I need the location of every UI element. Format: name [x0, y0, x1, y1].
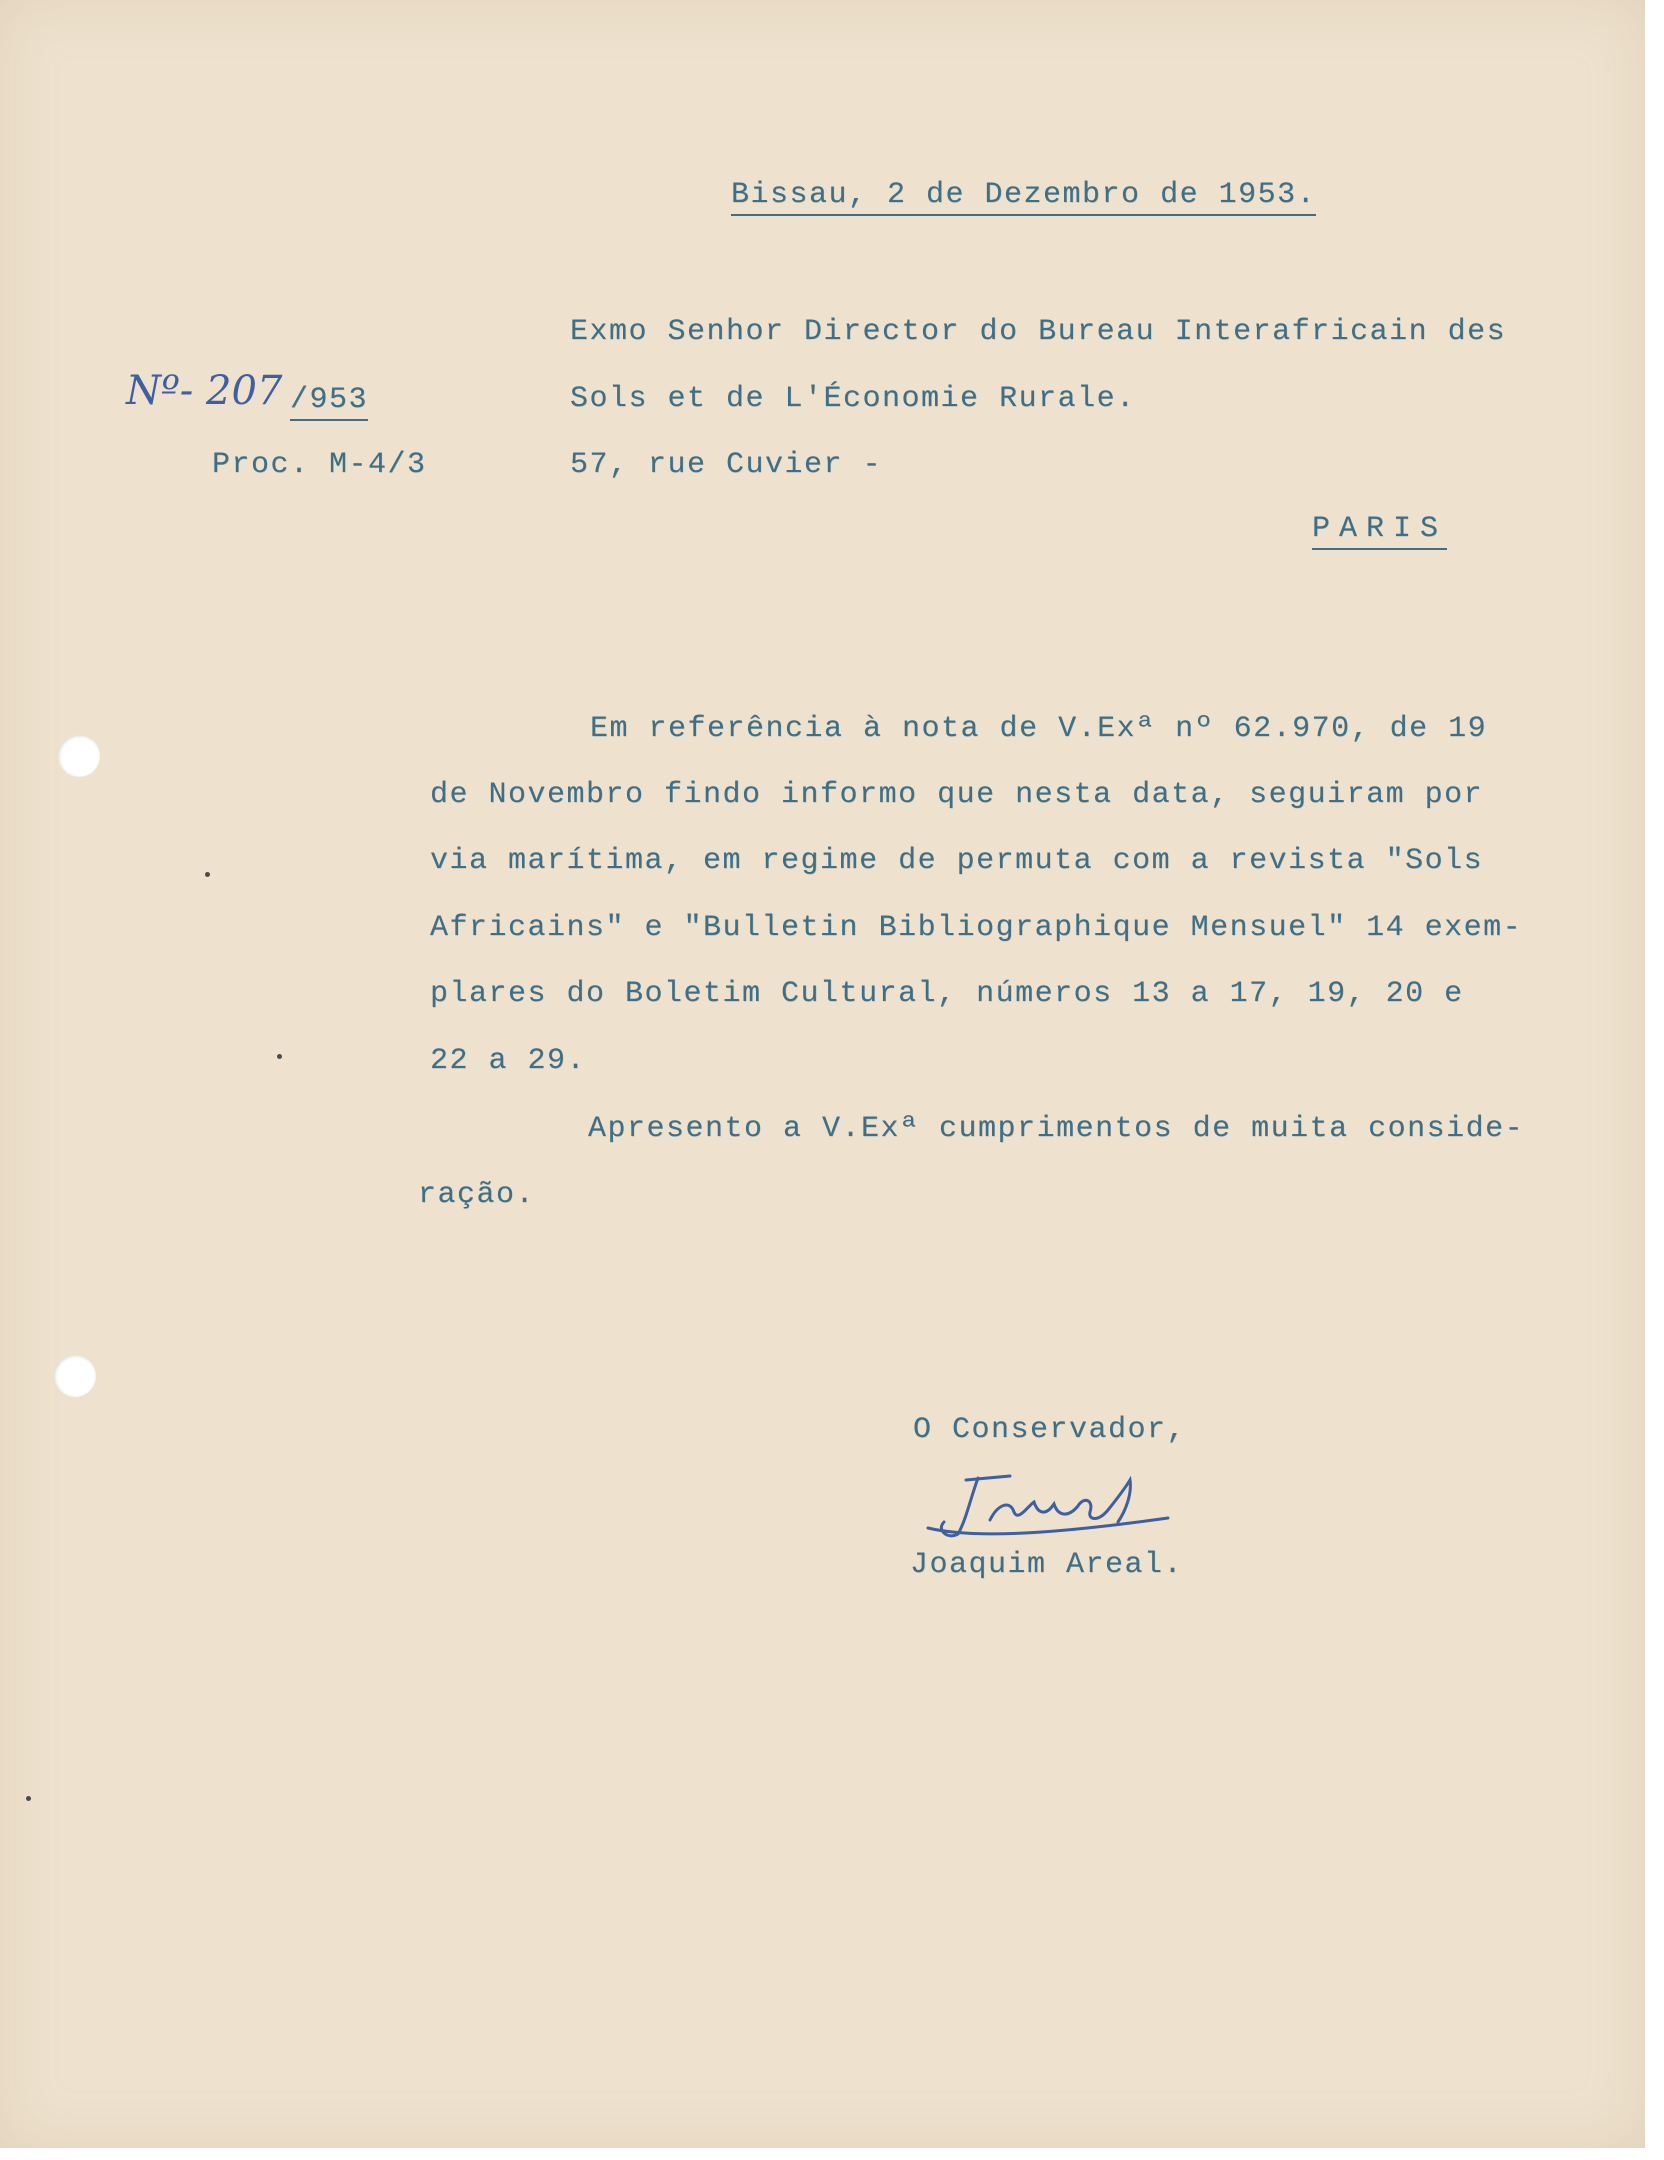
recipient-line-2: Sols et de L'Économie Rurale.: [570, 382, 1136, 416]
closing-phrase: O Conservador,: [913, 1413, 1187, 1447]
paper-speck: [26, 1796, 31, 1801]
paper-speck: [277, 1054, 282, 1059]
body-line-2: de Novembro findo informo que nesta data, seguiram por: [430, 778, 1484, 812]
punch-hole-top: [58, 735, 100, 777]
page-bottom-edge: [0, 2148, 1664, 2160]
city-text: PARIS: [1312, 512, 1447, 550]
process-reference: Proc. M-4/3: [212, 448, 427, 482]
page-edge: [1645, 0, 1664, 2160]
body-line-6: 22 a 29.: [430, 1044, 587, 1078]
recipient-line-1: Exmo Senhor Director do Bureau Interafricain des: [570, 315, 1507, 349]
recipient-line-3: 57, rue Cuvier -: [570, 448, 883, 482]
letter-date: [731, 178, 1316, 212]
signatory-name: Joaquim Areal.: [910, 1548, 1184, 1582]
body-line-1: Em referência à nota de V.Exª nº 62.970, de 19: [590, 712, 1488, 746]
body-line-4: Africains" e "Bulletin Bibliographique Mensuel" 14 exem-: [430, 911, 1523, 945]
date-text: Bissau, 2 de Dezembro de 1953.: [731, 178, 1316, 216]
reference-year-text: /953: [290, 383, 368, 421]
reference-year: [290, 383, 368, 417]
signature: [918, 1460, 1178, 1550]
body-line-3: via marítima, em regime de permuta com a revista "Sols: [430, 844, 1484, 878]
body-line-7: Apresento a V.Exª cumprimentos de muita conside-: [588, 1112, 1525, 1146]
recipient-city: [1312, 512, 1447, 546]
handwritten-reference-number: Nº- 207: [126, 368, 283, 414]
body-line-8: ração.: [418, 1178, 536, 1212]
punch-hole-bottom: [54, 1355, 96, 1397]
body-line-5: plares do Boletim Cultural, números 13 a 17, 19, 20 e: [430, 977, 1464, 1011]
paper-speck: [205, 872, 210, 877]
